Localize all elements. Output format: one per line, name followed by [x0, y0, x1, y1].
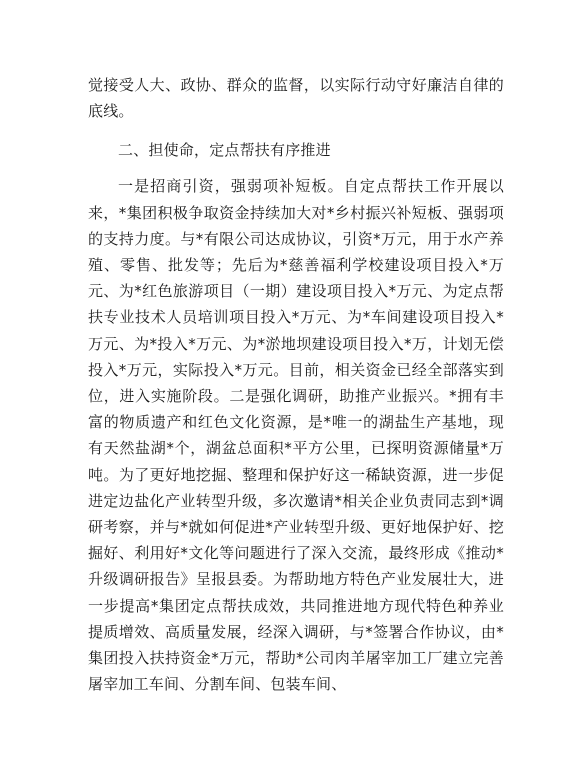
document-page: [88, 72, 504, 697]
section-heading: 二、担使命，定点帮扶有序推进: [118, 141, 331, 160]
paragraph-continuation: 觉接受人大、政协、群众的监督，以实际行动守好廉洁自律的底线。: [88, 76, 504, 121]
paragraph-main: 一是招商引资，强弱项补短板。自定点帮扶工作开展以来，*集团积极争取资金持续加大对*乡村振兴补短板、强弱项的支持力度。与*有限公司达成协议，引资*万元，用于水产养殖、零售、批发等；先后为*慈善福利学校建设项目投入*万元、为*红色旅游项目（一期）建设项目投入*万元、为定点帮扶专业技术人员培训项目投入*万元、为*车间建设项目投入*万元、为*投入*万元、为*淤地坝建设项目投入*万，计划无偿投入*万元，实际投入*万元。目前，相关资金已经全部落实到位，进入实施阶段。二是强化调研，助推产业振兴。*拥有丰富的物质遗产和红色文化资源，是*唯一的湖盐生产基地，现有天然盐湖*个，湖盆总面积*平方公里，已探明资源储量*万吨。为了更好地挖掘、整理和保护好这一稀缺资源，进一步促进定边盐化产业转型升级，多次邀请*相关企业负责同志到*调研考察，并与*就如何促进*产业转型升级、更好地保护好、挖掘好、利用好*文化等问题进行了深入交流，最终形成《推动*升级调研报告》呈报县委。为帮助地方特色产业发展壮大，进一步提高*集团定点帮扶成效，共同推进地方现代特色种养业提质增效、高质量发展，经深入调研，与*签署合作协议，由*集团投入扶持资金*万元，帮助*公司肉羊屠宰加工厂建立完善屠宰加工车间、分割车间、包装车间、: [88, 177, 504, 694]
